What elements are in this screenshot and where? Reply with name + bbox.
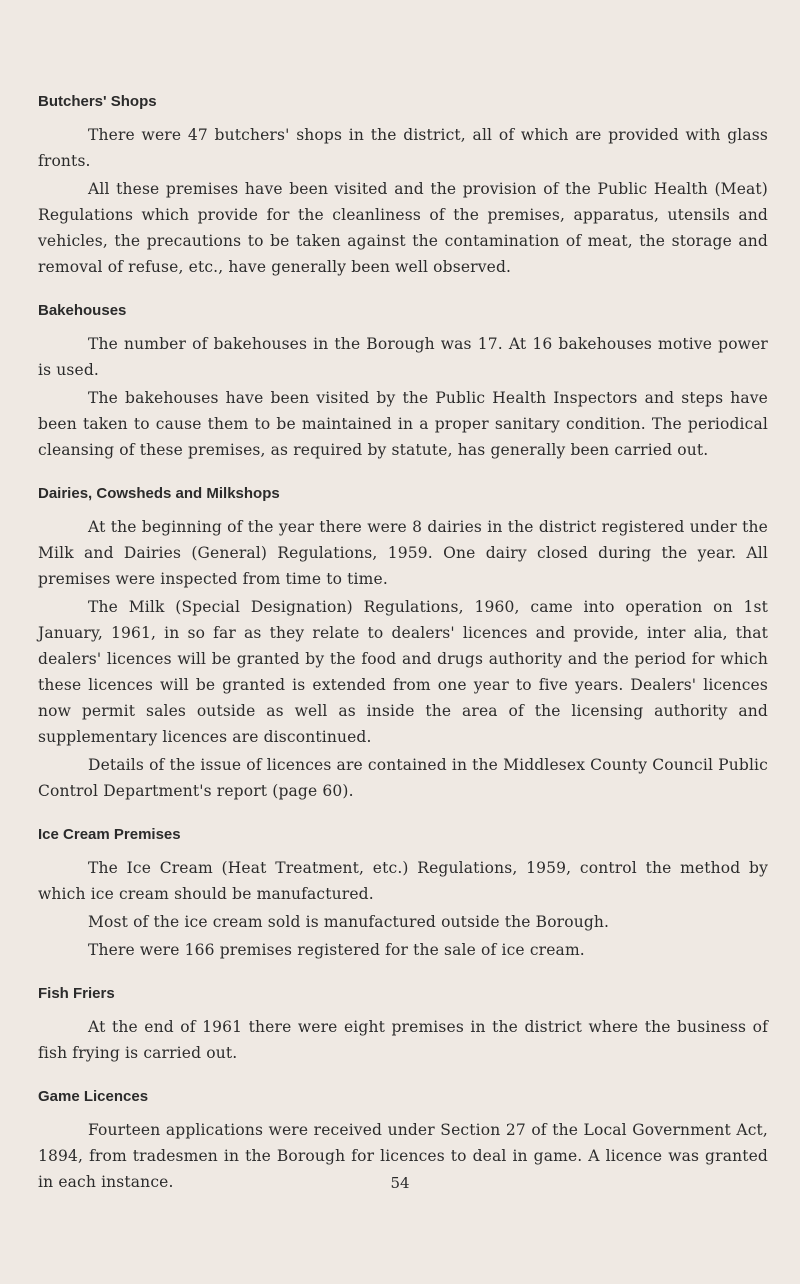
section-heading: Dairies, Cowsheds and Milkshops — [38, 485, 280, 502]
paragraph: At the beginning of the year there were 8 dairies in the district registered under the Milk and Dairies (General) Regulations, 1959. One dairy closed during the year. All premises were inspected from time to time. — [38, 518, 768, 588]
section-heading: Bakehouses — [38, 302, 127, 319]
section-heading: Ice Cream Premises — [38, 826, 181, 843]
section-butchers-shops — [38, 92, 768, 280]
section-heading: Fish Friers — [38, 985, 115, 1002]
section-dairies — [38, 484, 768, 804]
paragraph: The Ice Cream (Heat Treatment, etc.) Regulations, 1959, control the method by which ice cream should be manufactured. — [38, 859, 768, 903]
paragraph: Fourteen applications were received under Section 27 of the Local Government Act, 1894, from tradesmen in the Borough for licences to deal in game. A licence was granted in each instance. — [38, 1121, 768, 1191]
paragraph: There were 166 premises registered for the sale of ice cream. — [88, 941, 585, 959]
section-heading: Game Licences — [38, 1088, 149, 1105]
paragraph: Most of the ice cream sold is manufactured outside the Borough. — [88, 913, 610, 931]
paragraph: The Milk (Special Designation) Regulations, 1960, came into operation on 1st January, 1961, in so far as they relate to dealers' licences and provide, inter alia, that dealers' licences will be granted by the food and drugs authority and the period for which these licences will be granted is extended from one year to five years. Dealers' licences now permit sales outside as well as inside the area of the licensing authority and supplementary licences are discontinued. — [38, 598, 768, 746]
section-ice-cream-premises — [38, 825, 768, 963]
document-page — [38, 92, 768, 1216]
section-heading: Butchers' Shops — [38, 93, 157, 110]
section-bakehouses — [38, 301, 768, 463]
paragraph: At the end of 1961 there were eight premises in the district where the business of fish frying is carried out. — [38, 1018, 768, 1062]
paragraph: The number of bakehouses in the Borough was 17. At 16 bakehouses motive power is used. — [38, 335, 768, 379]
page-number: 54 — [390, 1174, 410, 1192]
paragraph: There were 47 butchers' shops in the district, all of which are provided with glass fronts. — [38, 126, 768, 170]
paragraph: Details of the issue of licences are contained in the Middlesex County Council Public Control Department's report (page 60). — [38, 756, 768, 800]
paragraph: The bakehouses have been visited by the Public Health Inspectors and steps have been taken to cause them to be maintained in a proper sanitary condition. The periodical cleansing of these premises, as required by statute, has generally been carried out. — [38, 389, 768, 459]
paragraph: All these premises have been visited and the provision of the Public Health (Meat) Regulations which provide for the cleanliness of the premises, apparatus, utensils and vehicles, the precautions to be taken against the contamination of meat, the storage and removal of refuse, etc., have generally been well observed. — [38, 180, 768, 276]
section-fish-friers — [38, 984, 768, 1066]
